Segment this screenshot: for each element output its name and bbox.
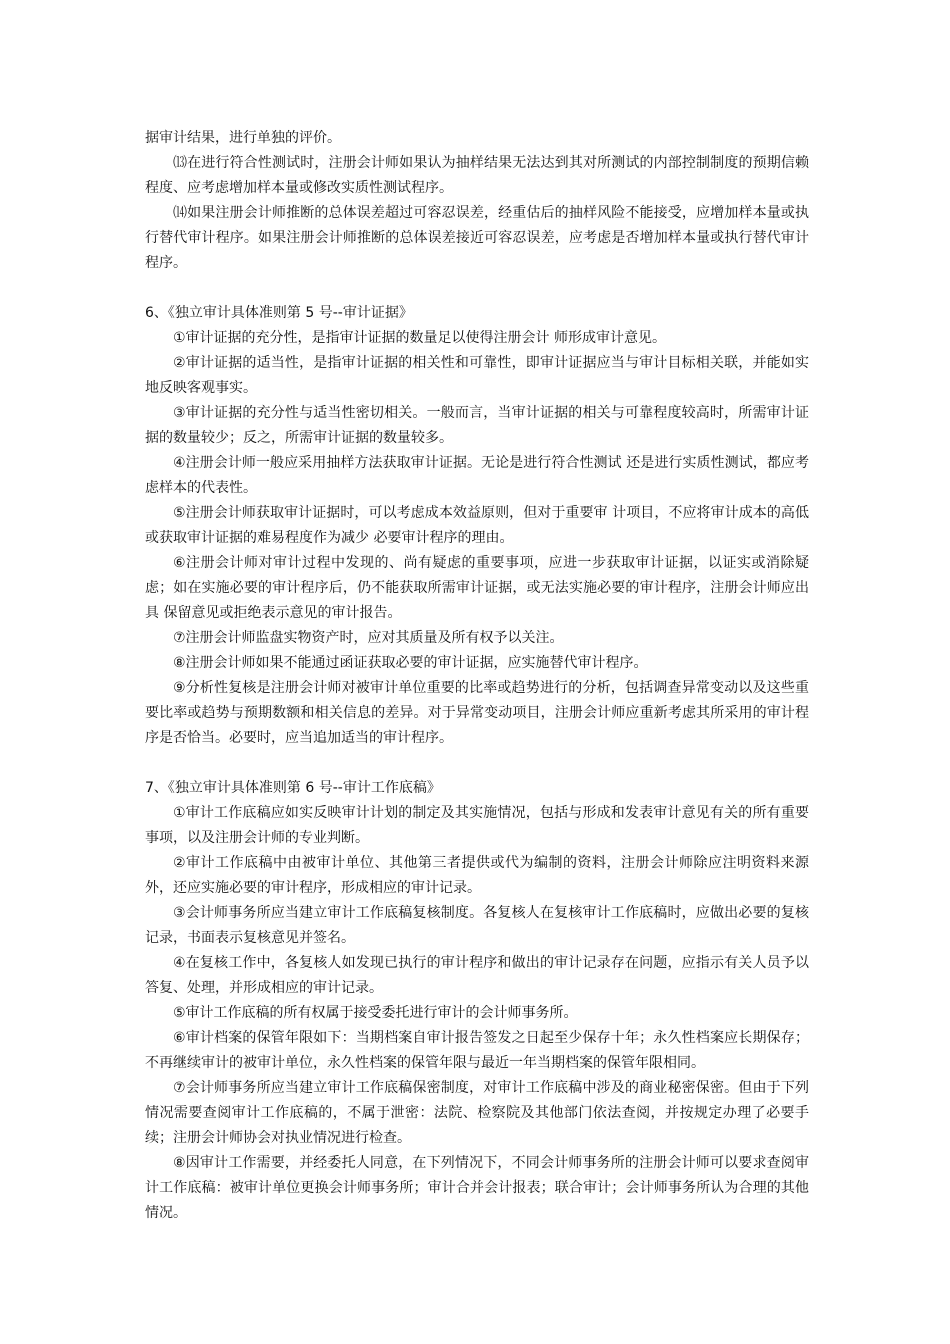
section-7-item: ③会计师事务所应当建立审计工作底稿复核制度。各复核人在复核审计工作底稿时，应做出必要的复核记录，书面表示复核意见并签名。 — [145, 905, 809, 946]
section-7-item: ⑧因审计工作需要，并经委托人同意，在下列情况下，不同会计师事务所的注册会计师可以要求查阅审计工作底稿：被审计单位更换会计师事务所；审计合并会计报表；联合审计；会计师事务所认为合理的其他情况。 — [145, 1155, 809, 1221]
section-6-item: ⑦注册会计师监盘实物资产时，应对其质量及所有权予以关注。 — [173, 630, 564, 646]
document-page — [145, 126, 809, 1226]
section-6-item: ①审计证据的充分性，是指审计证据的数量足以使得注册会计 师形成审计意见。 — [173, 330, 666, 346]
section-gap — [145, 276, 809, 301]
section-6-item: ⑨分析性复核是注册会计师对被审计单位重要的比率或趋势进行的分析，包括调查异常变动以及这些重要比率或趋势与预期数额和相关信息的差异。对于异常变动项目，注册会计师应重新考虑其所采用的审计程序是否恰当。必要时，应当追加适当的审计程序。 — [145, 680, 809, 746]
section-gap — [145, 751, 809, 776]
section-6-item: ⑧注册会计师如果不能通过函证获取必要的审计证据，应实施替代审计程序。 — [173, 655, 648, 671]
section-6-title: 6、《独立审计具体准则第 5 号--审计证据》 — [145, 305, 413, 321]
section-6-item: ④注册会计师一般应采用抽样方法获取审计证据。无论是进行符合性测试 还是进行实质性测试，都应考虑样本的代表性。 — [145, 455, 809, 496]
section-7-title: 7、《独立审计具体准则第 6 号--审计工作底稿》 — [145, 780, 441, 796]
section-7-item: ②审计工作底稿中由被审计单位、其他第三者提供或代为编制的资料，注册会计师除应注明资料来源外，还应实施必要的审计程序，形成相应的审计记录。 — [145, 855, 809, 896]
paragraph-14: ⒁如果注册会计师推断的总体误差超过可容忍误差，经重估后的抽样风险不能接受，应增加样本量或执行替代审计程序。如果注册会计师推断的总体误差接近可容忍误差，应考虑是否增加样本量或执行替代审计程序。 — [145, 205, 809, 271]
section-7-item: ⑤审计工作底稿的所有权属于接受委托进行审计的会计师事务所。 — [173, 1005, 578, 1021]
section-6-item: ②审计证据的适当性，是指审计证据的相关性和可靠性，即审计证据应当与审计目标相关联，并能如实地反映客观事实。 — [145, 355, 809, 396]
section-6-item: ⑤注册会计师获取审计证据时，可以考虑成本效益原则，但对于重要审 计项目，不应将审计成本的高低或获取审计证据的难易程度作为减少 必要审计程序的理由。 — [145, 505, 809, 546]
section-7-item: ⑥审计档案的保管年限如下：当期档案自审计报告签发之日起至少保存十年；永久性档案应长期保存；不再继续审计的被审计单位，永久性档案的保管年限与最近一年当期档案的保管年限相同。 — [145, 1030, 809, 1071]
section-7-item: ⑦会计师事务所应当建立审计工作底稿保密制度，对审计工作底稿中涉及的商业秘密保密。但由于下列情况需要查阅审计工作底稿的，不属于泄密：法院、检察院及其他部门依法查阅，并按规定办理了必要手续；注册会计师协会对执业情况进行检查。 — [145, 1080, 809, 1146]
continued-paragraph: 据审计结果，进行单独的评价。 — [145, 130, 341, 146]
section-6-item: ⑥注册会计师对审计过程中发现的、尚有疑虑的重要事项，应进一步获取审计证据，以证实或消除疑虑；如在实施必要的审计程序后，仍不能获取所需审计证据，或无法实施必要的审计程序，注册会计师应出具 保留意见或拒绝表示意见的审计报告。 — [145, 555, 809, 621]
section-6-item: ③审计证据的充分性与适当性密切相关。一般而言，当审计证据的相关与可靠程度较高时，所需审计证据的数量较少；反之，所需审计证据的数量较多。 — [145, 405, 809, 446]
section-7-item: ①审计工作底稿应如实反映审计计划的制定及其实施情况，包括与形成和发表审计意见有关的所有重要事项，以及注册会计师的专业判断。 — [145, 805, 809, 846]
section-7-item: ④在复核工作中，各复核人如发现已执行的审计程序和做出的审计记录存在问题，应指示有关人员予以答复、处理，并形成相应的审计记录。 — [145, 955, 809, 996]
paragraph-13: ⒀在进行符合性测试时，注册会计师如果认为抽样结果无法达到其对所测试的内部控制制度的预期信赖程度、应考虑增加样本量或修改实质性测试程序。 — [145, 155, 809, 196]
